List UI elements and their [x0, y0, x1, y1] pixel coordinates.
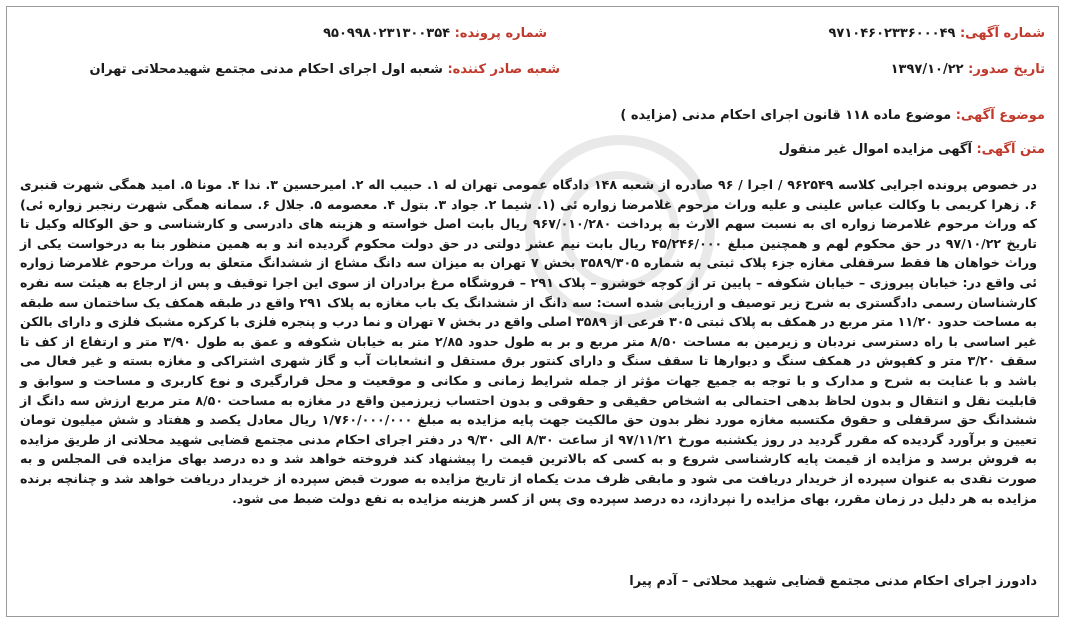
subject-row: [620, 108, 1045, 123]
text-heading-row: [779, 142, 1045, 157]
issue-date-row: [891, 62, 1045, 77]
issuer-label: شعبه صادر کننده:: [447, 62, 560, 77]
subject-label: موضوع آگهی:: [955, 108, 1045, 123]
issuer-value: شعبه اول اجرای احکام مدنی مجتمع شهیدمحلاتی تهران: [89, 62, 443, 77]
file-number-value: ۹۵۰۹۹۸۰۲۳۱۳۰۰۳۵۴: [323, 26, 451, 41]
file-number-row: [323, 26, 547, 41]
ad-number-row: [829, 26, 1046, 41]
file-number-label: شماره پرونده:: [454, 26, 547, 41]
ad-number-value: ۹۷۱۰۴۶۰۲۳۳۶۰۰۰۴۹: [828, 26, 956, 41]
ad-number-label: شماره آگهی:: [959, 26, 1045, 41]
issue-date-label: تاریخ صدور:: [968, 62, 1045, 77]
subject-value: موضوع ماده ۱۱۸ قانون اجرای احکام مدنی (مزایده ): [620, 108, 952, 123]
notice-signature: دادورز اجرای احکام مدنی مجتمع قضایی شهید محلاتی – آدم پیرا: [629, 574, 1037, 589]
text-heading-label: متن آگهی:: [976, 142, 1045, 157]
text-heading-value: آگهی مزایده اموال غیر منقول: [778, 142, 972, 157]
issue-date-value: ۱۳۹۷/۱۰/۲۲: [890, 62, 964, 77]
issuer-row: [90, 62, 560, 77]
notice-body: در خصوص پرونده اجرایی کلاسه ۹۶۲۵۴۹ / اجرا / ۹۶ صادره از شعبه ۱۴۸ دادگاه عمومی تهران له ۱. حبیب اله ۲. امیرحسین ۳. ندا ۴. مونا ۵. امید همگی شهرت قنبری ۶. زهرا کریمی با وکالت عباس علینی و علیه وراث مرحوم غلامرضا زواره ئی (۱. شیما ۲. جواد ۳. بتول ۴. معصومه ۵. جلال ۶. سمانه همگی شهرت رنجبر زواره ئی) که وراث مرحوم غلامرضا زواره ای به نسبت سهم الارث به پرداخت ۹۶۷/۰۱۰/۲۸۰ ریال بابت اصل خواسته و هزینه های دادرسی و کارشناسی و حق الوکاله وکیل تا تاریخ ۹۷/۱۰/۲۲ در حق محکوم لهم و همچنین مبلغ ۴۵/۲۴۶/۰۰۰ ریال بابت نیم عشر دولتی در حق دولت محکوم گردیده اند و به همین منظور بنا به درخواست یکی از وراث خواهان ها فقط سرقفلی مغازه جزء پلاک ثبتی به شماره ۳۵۸۹/۳۰۵ بخش ۷ تهران به میزان سه دانگ مشاع از ششدانگ متعلق به وراث مرحوم غلامرضا زواره ئی واقع در: خیابان پیروزی – خیابان شکوفه – پایین تر از کوچه خوشرو – پلاک ۲۹۱ – فروشگاه مرغ برادران از سوی این اجرا توقیف و پس از ارجاع به هیئت سه نفره کارشناسان رسمی دادگستری به شرح زیر توصیف و ارزیابی شده است: سه دانگ از ششدانگ یک باب مغازه به پلاک ۲۹۱ واقع در طبقه همکف یک ساختمان سه طبقه به مساحت حدود ۱۱/۲۰ متر مربع در همکف به پلاک ثبتی ۳۰۵ فرعی از ۳۵۸۹ اصلی واقع در بخش ۷ تهران و نما درب و پنجره فلزی با کرکره مشبک فلزی و دارای بالکن غیر اساسی با راه دسترسی نردبان و زیرمین به مساحت ۸/۵۰ متر مربع و بر به طول حدود ۲/۸۵ متر به خیابان شکوفه و عمق به طول ۳/۹۰ متر و ارتفاع از کف تا سقف ۳/۲۰ متر و کفپوش در همکف سنگ و دیوارها تا سقف سنگ و دارای کنتور برق مستقل و انشعابات آب و گاز شهری اشتراکی و مغازه بسته و غیر فعال می باشد و با عنایت به شرح و مدارک و با توجه به جمیع جهات مؤثر از جمله شرایط زمانی و مکانی و موقعیت و محل قرارگیری و نوع کاربری و مساحت و سوابق و قابلیت نقل و انتقال و بدون لحاظ بدهی احتمالی به اشخاص حقیقی و حقوقی و بدون احتساب زیرزمین واقع در مغازه به مساحت ۸/۵۰ متر مربع ارزش سه دانگ از ششدانگ حق سرقفلی و حقوق مکتسبه مغازه مورد نظر بدون حق مالکیت جهت پایه مزایده به مبلغ ۱/۷۶۰/۰۰۰/۰۰۰ ریال معادل یکصد و هفتاد و شش میلیون تومان تعیین و برآورد گردیده که مقرر گردید در روز یکشنبه مورخ ۹۷/۱۱/۲۱ از ساعت ۸/۳۰ الی ۹/۳۰ در دفتر اجرای احکام مدنی مجتمع قضایی شهید محلاتی از طریق مزایده به فروش برسد و مزایده از قیمت پایه کارشناسی شروع و به کسی که بالاترین قیمت را پیشنهاد کند فروخته خواهد شد و ده درصد بهای مزایده فی المجلس و به صورت نقدی به عنوان سپرده از خریدار دریافت می شود و مابقی ظرف مدت یکماه از تاریخ مزایده به صورت قبض سپرده از خریدار دریافت خواهد شد و چنانچه برنده مزایده به هر دلیل در زمان مقرر، بهای مزایده را نپردازد، ده درصد سپرده وی پس از کسر هزینه مزایده به نفع دولت ضبط می شود.: [20, 177, 1038, 506]
